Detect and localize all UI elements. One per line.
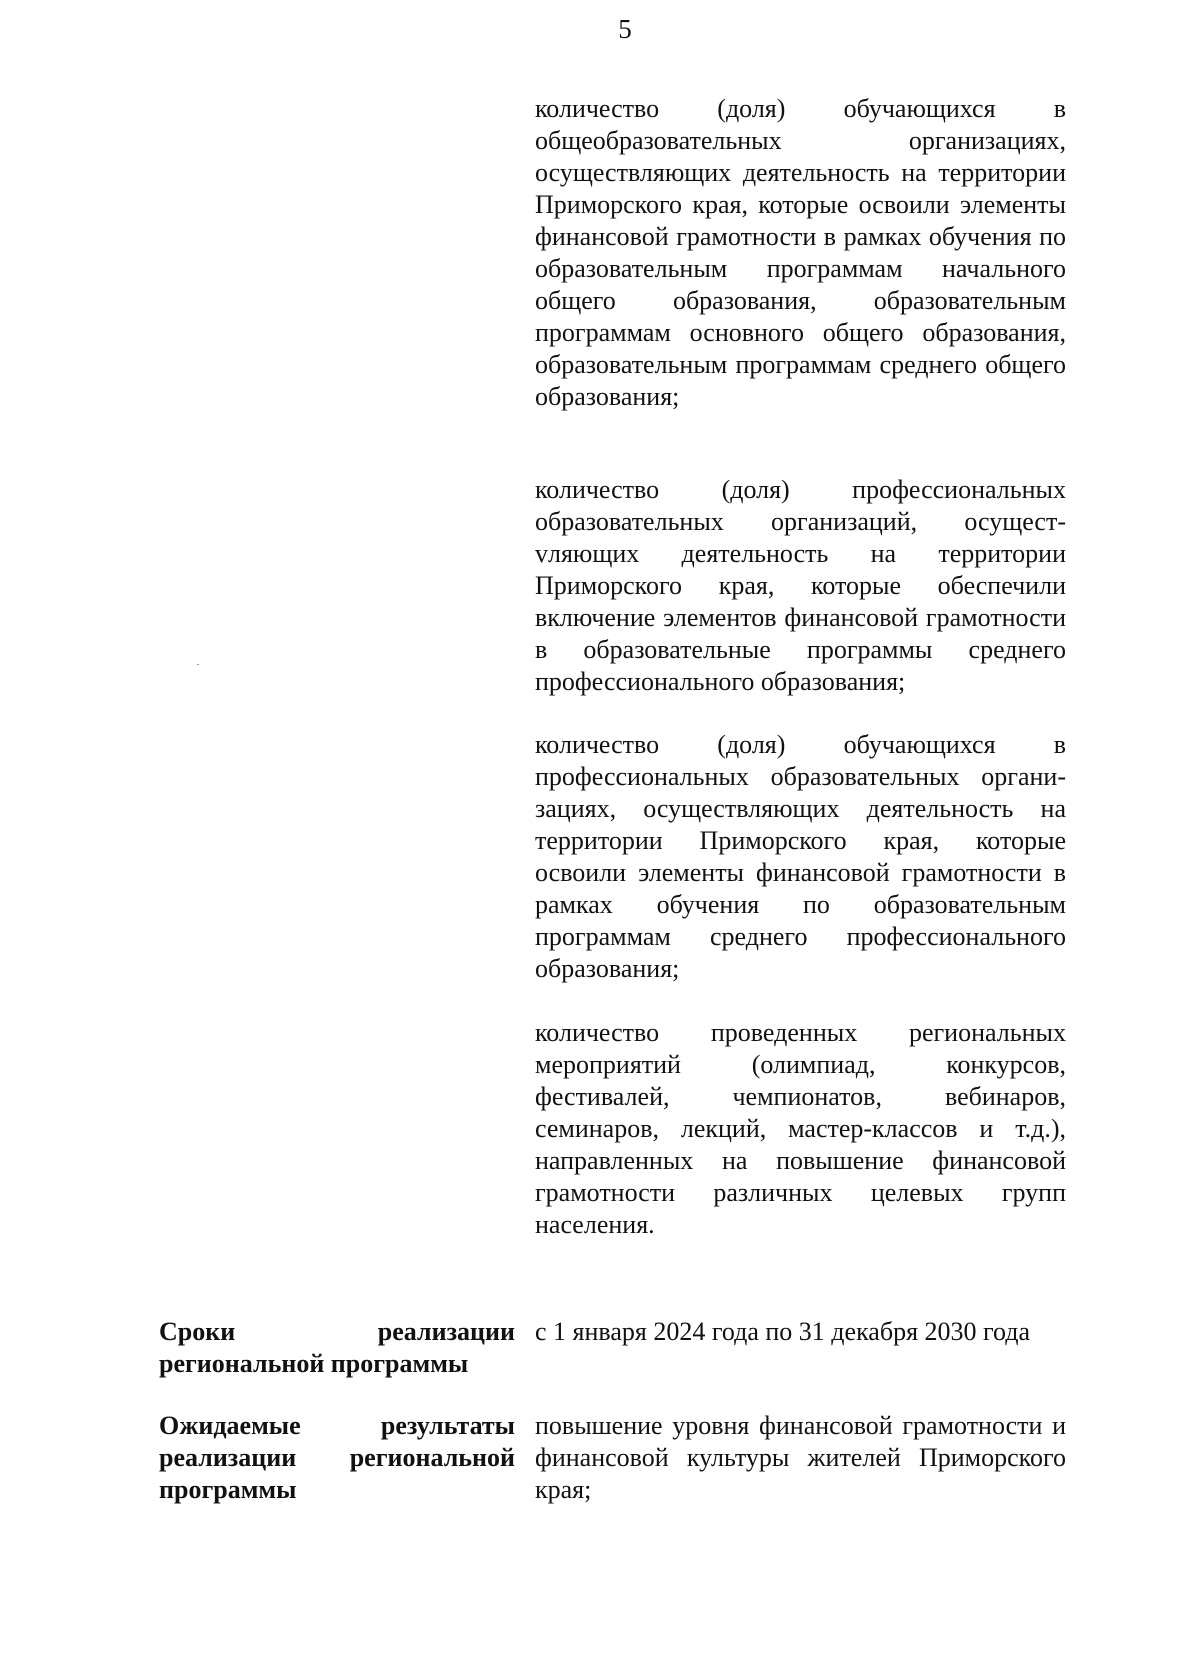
indicator-paragraph: количество (доля) профессиональных образовательных организаций, осущестvляющих деятельность на территории Приморского края, которые обеспечили включение элементов финансовой грамотности в образовательные программы среднего профессионального образования;: [535, 475, 1066, 696]
row-label: Сроки реализации региональной программы: [159, 1317, 515, 1378]
page-number: 5: [618, 14, 632, 44]
scan-speck: [197, 664, 199, 665]
row-value: с 1 января 2024 года по 31 декабря 2030 года: [535, 1317, 1031, 1346]
indicator-paragraph: количество (доля) обучающихся в общеобразовательных организациях, осуществляющих деятельность на территории Приморского края, которые освоили элементы финансовой грамотности в рамках обучения по образовательным программам начального общего образования, образовательным программам основного общего образования, образовательным программам среднего общего образования;: [535, 94, 1066, 411]
table-row-expected-results: [159, 1410, 1066, 1506]
table-row-implementation-period: [159, 1316, 1066, 1380]
row-value: повышение уровня финансовой грамотности и финансовой культуры жителей Приморского края;: [535, 1411, 1066, 1504]
row-label: Ожидаемые результаты реализации региональной программы: [159, 1411, 515, 1504]
indicator-paragraph: количество проведенных региональных мероприятий (олимпиад, конкурсов, фестивалей, чемпионатов, вебинаров, семинаров, лекций, мастер-классов и т.д.), направленных на повышение финансовой грамотности различных целевых групп населения.: [535, 1018, 1066, 1239]
indicator-paragraph: количество (доля) обучающихся в профессиональных образовательных организациях, осуществляющих деятельность на территории Приморского края, которые освоили элементы финансовой грамотности в рамках обучения по образовательным программам среднего профессионального образования;: [535, 730, 1066, 983]
